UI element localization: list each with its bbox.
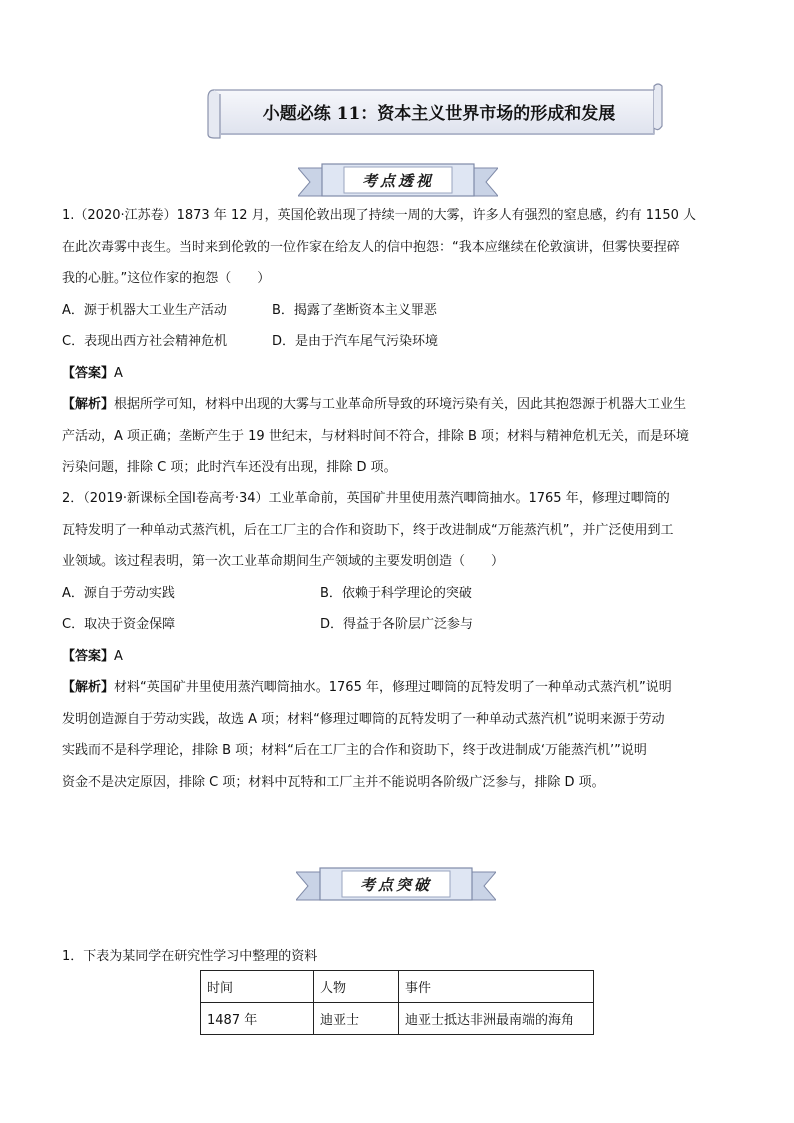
option-c: C．取决于资金保障 xyxy=(62,617,176,632)
analysis-text: 污染问题，排除 C 项；此时汽车还没有出现，排除 D 项。 xyxy=(62,460,397,475)
option-c: C．表现出西方社会精神危机 xyxy=(62,334,228,349)
question-text-line: 业领域。该过程表明，第一次工业革命期间生产领域的主要发明创造（ ） xyxy=(62,554,505,569)
section-label: 考点透视 xyxy=(361,171,434,190)
analysis-line xyxy=(62,389,738,421)
analysis-label: 【解析】 xyxy=(62,397,115,412)
table-header-cell: 事件 xyxy=(399,971,594,1003)
question-text-line: 1．下表为某同学在研究性学习中整理的资料 xyxy=(62,949,318,964)
table-cell: 1487 年 xyxy=(201,1003,314,1035)
analysis-text: 实践而不是科学理论，排除 B 项；材料“后在工厂主的合作和资助下，终于改进制成‘万能蒸汽机’”说明 xyxy=(62,743,647,758)
section-label: 考点突破 xyxy=(359,875,432,894)
table-header-row xyxy=(201,971,594,1003)
analysis-label: 【解析】 xyxy=(62,680,115,695)
options-row xyxy=(62,578,738,610)
question-text-line: 2．（2019·新课标全国Ⅰ卷高考·34）工业革命前，英国矿井里使用蒸汽唧筒抽水。1765 年，修理过唧筒的 xyxy=(62,491,670,506)
options-row xyxy=(62,326,738,358)
answer-line xyxy=(62,358,738,390)
question-text-line: 我的心脏。”这位作家的抱怨（ ） xyxy=(62,271,271,286)
answer-value: A xyxy=(114,648,123,664)
table-row xyxy=(201,1003,594,1035)
analysis-line xyxy=(62,672,738,704)
answer-line xyxy=(62,641,738,673)
section-ribbon-breakthrough xyxy=(296,866,496,906)
options-row xyxy=(62,609,738,641)
analysis-text: 根据所学可知，材料中出现的大雾与工业革命所导致的环境污染有关，因此其抱怨源于机器大工业生 xyxy=(114,397,687,412)
data-table xyxy=(200,970,594,1035)
question-text-line: 1.（2020·江苏卷）1873 年 12 月，英国伦敦出现了持续一周的大雾，许多人有强烈的窒息感，约有 1150 人 xyxy=(62,208,696,223)
question-1 xyxy=(62,200,738,484)
page-title: 小题必练 11：资本主义世界市场的形成和发展 xyxy=(262,103,616,124)
option-b: B．揭露了垄断资本主义罪恶 xyxy=(272,302,437,318)
question-text-line: 瓦特发明了一种单动式蒸汽机，后在工厂主的合作和资助下，终于改进制成“万能蒸汽机”，并广泛使用到工 xyxy=(62,522,674,538)
option-a: A．源于机器大工业生产活动 xyxy=(62,302,227,318)
answer-label: 【答案】 xyxy=(62,648,115,664)
analysis-text: 发明创造源自于劳动实践，故选 A 项；材料“修理过唧筒的瓦特发明了一种单动式蒸汽机”说明来源于劳动 xyxy=(62,711,665,727)
analysis-text: 产活动，A 项正确；垄断产生于 19 世纪末，与材料时间不符合，排除 B 项；材料与精神危机无关，而是环境 xyxy=(62,428,690,444)
answer-label: 【答案】 xyxy=(62,365,115,381)
table-header-cell: 人物 xyxy=(314,971,399,1003)
option-d: D．得益于各阶层广泛参与 xyxy=(320,617,474,632)
analysis-text: 资金不是决定原因，排除 C 项；材料中瓦特和工厂主并不能说明各阶级广泛参与，排除 D 项。 xyxy=(62,774,605,790)
title-banner xyxy=(206,82,664,140)
option-b: B．依赖于科学理论的突破 xyxy=(320,585,472,601)
option-d: D．是由于汽车尾气污染环境 xyxy=(272,334,439,349)
question-2 xyxy=(62,483,738,798)
table-cell: 迪亚士抵达非洲最南端的海角 xyxy=(399,1003,594,1035)
question-text-line: 在此次毒雾中丧生。当时来到伦敦的一位作家在给友人的信中抱怨：“我本应继续在伦敦演讲，但雾快要捏碎 xyxy=(62,239,680,255)
section-ribbon-insight xyxy=(298,162,498,202)
question-3 xyxy=(62,941,738,973)
options-row xyxy=(62,295,738,327)
analysis-text: 材料“英国矿井里使用蒸汽唧筒抽水。1765 年，修理过唧筒的瓦特发明了一种单动式蒸汽机”说明 xyxy=(114,680,672,695)
table-cell: 迪亚士 xyxy=(314,1003,399,1035)
table-header-cell: 时间 xyxy=(201,971,314,1003)
option-a: A．源自于劳动实践 xyxy=(62,585,175,601)
answer-value: A xyxy=(114,365,123,381)
